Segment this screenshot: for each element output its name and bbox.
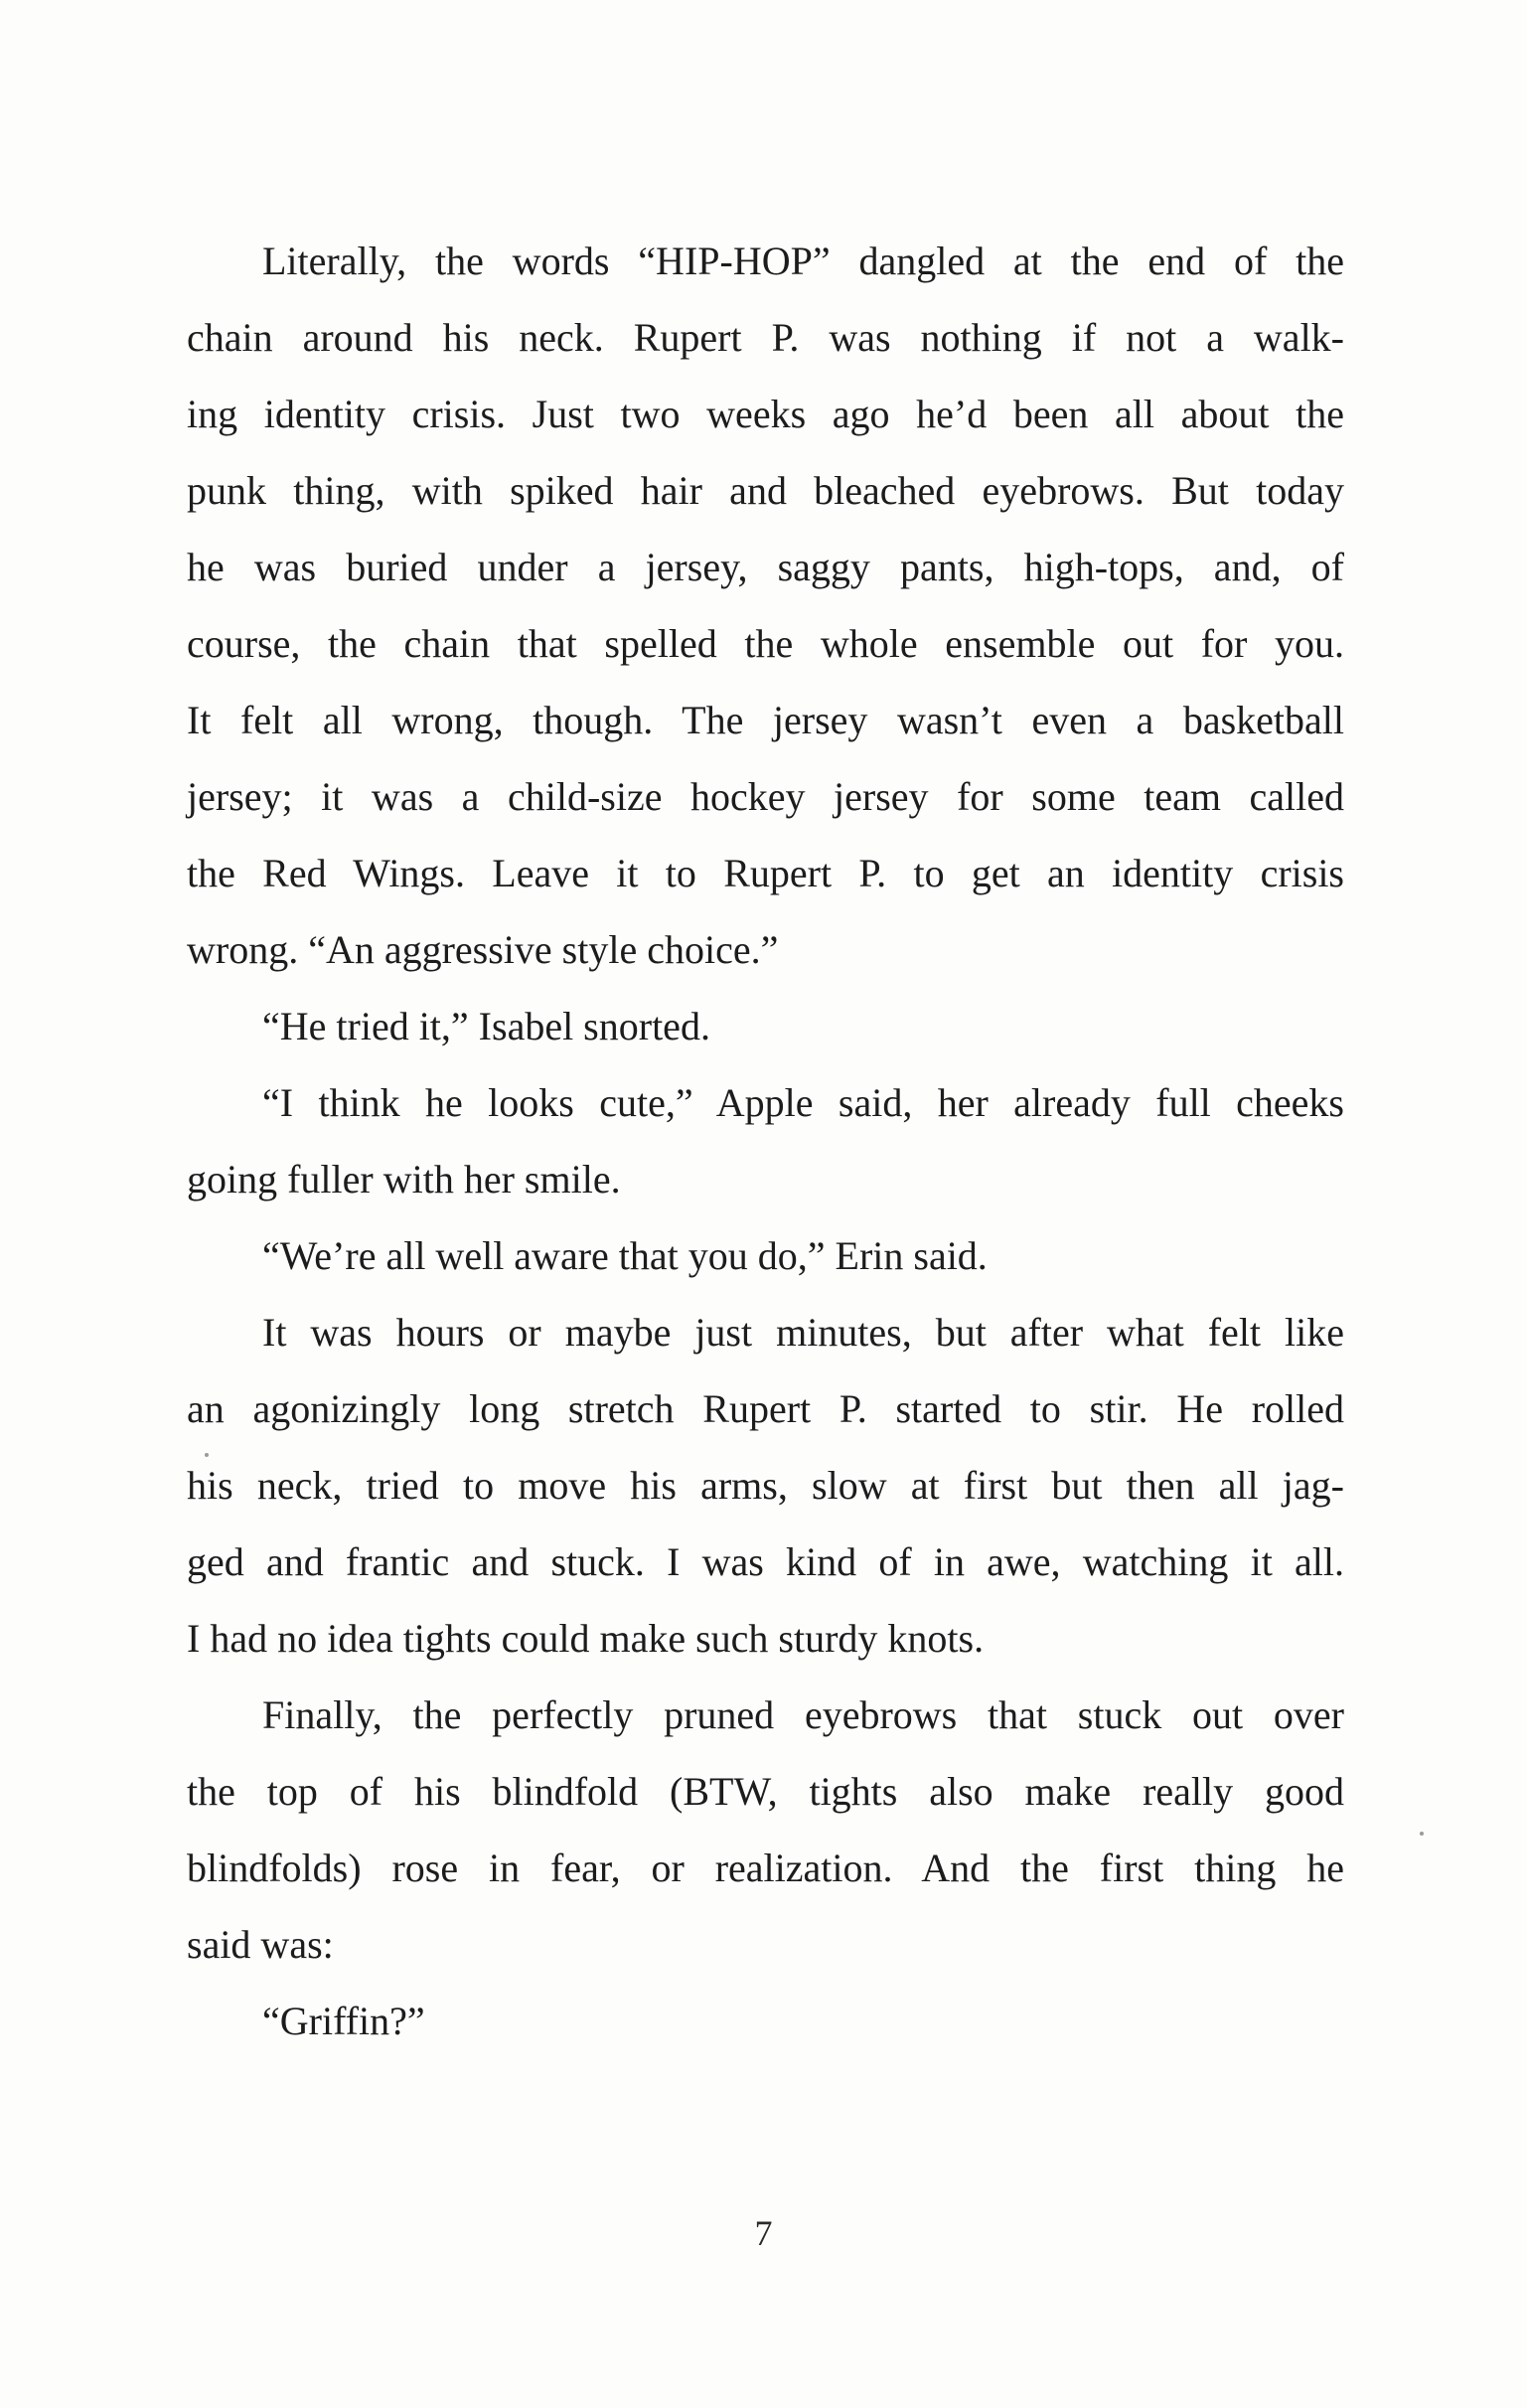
text-line: chain around his neck. Rupert P. was nothing if not a walk- xyxy=(187,315,1344,360)
text-line: “I think he looks cute,” Apple said, her already full cheeks xyxy=(262,1080,1344,1125)
text-line: going fuller with her smile. xyxy=(187,1157,621,1202)
text-line: Finally, the perfectly pruned eyebrows that stuck out over xyxy=(262,1692,1344,1737)
text-line: punk thing, with spiked hair and bleached eyebrows. But today xyxy=(187,468,1344,513)
text-line: said was: xyxy=(187,1922,334,1967)
text-line: he was buried under a jersey, saggy pants, high-tops, and, of xyxy=(187,545,1344,589)
text-line: “We’re all well aware that you do,” Erin said. xyxy=(262,1233,988,1278)
text-line: his neck, tried to move his arms, slow at first but then all jag- xyxy=(187,1463,1344,1508)
text-line: the top of his blindfold (BTW, tights also make really good xyxy=(187,1769,1344,1814)
text-line: ged and frantic and stuck. I was kind of in awe, watching it all. xyxy=(187,1539,1344,1584)
text-line: jersey; it was a child-size hockey jersey for some team called xyxy=(187,774,1344,819)
print-speck xyxy=(205,1453,209,1457)
text-line: ing identity crisis. Just two weeks ago he’d been all about the xyxy=(187,392,1344,436)
text-line: blindfolds) rose in fear, or realization. And the first thing he xyxy=(187,1846,1344,1890)
body-text xyxy=(187,223,1344,2059)
text-line: the Red Wings. Leave it to Rupert P. to get an identity crisis xyxy=(187,851,1344,895)
print-speck xyxy=(1420,1832,1424,1836)
text-line: “Griffin?” xyxy=(262,1999,425,2043)
text-line: It was hours or maybe just minutes, but after what felt like xyxy=(262,1310,1344,1355)
text-line: “He tried it,” Isabel snorted. xyxy=(262,1004,710,1048)
text-line: It felt all wrong, though. The jersey wasn’t even a basketball xyxy=(187,698,1344,742)
text-line: Literally, the words “HIP-HOP” dangled at the end of the xyxy=(262,239,1344,283)
text-line: course, the chain that spelled the whole ensemble out for you. xyxy=(187,621,1344,666)
text-line: I had no idea tights could make such sturdy knots. xyxy=(187,1616,985,1661)
text-line: an agonizingly long stretch Rupert P. started to stir. He rolled xyxy=(187,1386,1344,1431)
text-line: wrong. “An aggressive style choice.” xyxy=(187,927,779,972)
page-number: 7 xyxy=(754,2213,773,2253)
